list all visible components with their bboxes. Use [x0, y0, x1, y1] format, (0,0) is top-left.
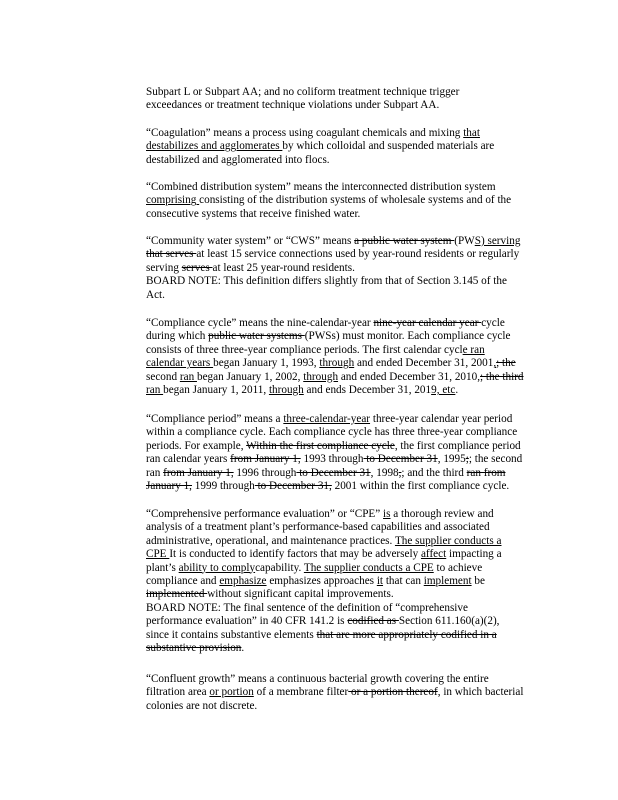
- text-segment: and ended December 31, 2001: [354, 357, 494, 370]
- text-segment: Section 611.160(a)(2),: [398, 615, 500, 628]
- text-line: [146, 140, 558, 153]
- definition-paragraph-confluent-growth: [146, 673, 558, 713]
- text-line: [146, 275, 558, 288]
- text-line: [146, 700, 558, 713]
- text-segment: ; the second: [468, 453, 523, 466]
- text-line: [146, 248, 558, 261]
- text-segment: during which: [146, 330, 209, 343]
- text-segment: of a membrane filter: [253, 686, 349, 699]
- text-segment: “Coagulation” means a process using coagulant chemicals and mixing: [146, 127, 464, 139]
- inserted-text: implement: [423, 574, 472, 587]
- inserted-text: emphasize: [219, 574, 267, 587]
- text-line: [146, 181, 558, 194]
- text-segment: ran calendar years: [146, 453, 231, 466]
- text-line: [146, 588, 558, 601]
- text-line: [146, 686, 558, 699]
- text-segment: that can: [383, 574, 424, 587]
- text-segment: began January 1, 1993,: [213, 357, 320, 370]
- text-segment: analysis of a treatment plant’s performance-based capabilities and associated: [146, 521, 490, 534]
- text-line: [146, 642, 558, 655]
- text-segment: began January 1, 2011,: [163, 383, 269, 396]
- inserted-text: three-calendar-year: [283, 413, 371, 425]
- text-segment: periods. For example,: [146, 439, 247, 452]
- text-segment: destabilized and agglomerated into flocs.: [146, 153, 330, 166]
- text-segment: .: [455, 383, 459, 396]
- deleted-text: public water systems: [208, 330, 305, 343]
- text-segment: second: [146, 370, 180, 383]
- text-segment: emphasizes approaches: [266, 574, 377, 587]
- text-segment: consecutive systems that receive finished water.: [146, 207, 361, 220]
- text-line: [146, 602, 558, 615]
- text-segment: and ended December 31, 2010: [338, 370, 478, 383]
- text-line: [146, 413, 558, 426]
- text-segment: impacting a: [446, 548, 502, 561]
- text-segment: , in which bacterial: [437, 686, 524, 699]
- definition-paragraph-compliance-cycle: [146, 317, 558, 397]
- deleted-text: that serves: [146, 248, 197, 261]
- deleted-text: January 1,: [146, 479, 192, 492]
- inserted-text: e ran: [462, 343, 485, 356]
- text-segment: filtration area: [146, 686, 210, 699]
- deleted-text: from January 1,: [230, 453, 301, 466]
- text-segment: 1996 through: [233, 466, 297, 479]
- deleted-text: ; the: [496, 357, 516, 370]
- inserted-text: destabilizes and agglomerates: [146, 140, 283, 153]
- deleted-text: ;: [465, 453, 469, 466]
- text-line: [146, 480, 558, 493]
- definition-paragraph-compliance-period: [146, 413, 558, 493]
- inserted-text: ability to comply: [178, 561, 256, 574]
- text-line: [146, 615, 558, 628]
- text-segment: “Combined distribution system” means the interconnected distribution system: [146, 181, 496, 193]
- deleted-text: to December 31: [296, 466, 371, 479]
- text-line: [146, 548, 558, 561]
- text-segment: Subpart L or Subpart AA; and no coliform treatment technique trigger: [146, 86, 460, 98]
- text-segment: 1993 through: [300, 453, 364, 466]
- text-line: [146, 357, 558, 370]
- text-segment: (PWSs) must monitor. Each compliance cycle: [304, 330, 511, 343]
- text-line: [146, 317, 558, 330]
- text-segment: consists of three three-year compliance periods. The first calendar cycl: [146, 343, 463, 356]
- text-line: [146, 575, 558, 588]
- text-segment: , the first compliance period: [394, 439, 521, 452]
- deleted-text: from January 1,: [163, 466, 234, 479]
- inserted-text: CPE: [146, 548, 170, 561]
- text-segment: BOARD NOTE: The final sentence of the definition of “comprehensive: [146, 601, 468, 614]
- text-line: [146, 508, 558, 521]
- deleted-text: codified as: [347, 615, 399, 628]
- text-segment: three-year calendar year period: [370, 413, 513, 425]
- inserted-text: 9, etc: [431, 383, 456, 396]
- text-segment: “Compliance period” means a: [146, 413, 284, 425]
- text-segment: be: [471, 574, 485, 587]
- text-segment: to achieve: [433, 561, 483, 574]
- inserted-text: S) serving: [474, 235, 521, 247]
- deleted-text: a public water system: [354, 235, 455, 247]
- inserted-text: ,: [477, 370, 481, 383]
- inserted-text: The supplier conducts a CPE: [303, 561, 434, 574]
- deleted-text: implemented: [146, 588, 208, 601]
- definition-paragraph-subpart-continuation: [146, 86, 558, 113]
- definition-paragraph-combined-distribution-system: [146, 181, 558, 221]
- text-line: [146, 673, 558, 686]
- deleted-text: substantive provision: [146, 641, 242, 654]
- inserted-text: calendar years: [146, 357, 214, 370]
- text-line: [146, 426, 558, 439]
- text-segment: 1999 through: [191, 479, 255, 492]
- text-segment: BOARD NOTE: This definition differs slightly from that of Section 3.145 of the: [146, 275, 507, 288]
- text-line: [146, 99, 558, 112]
- deleted-text: that are more appropriately codified in a: [316, 628, 497, 641]
- text-line: [146, 629, 558, 642]
- inserted-text: through: [303, 370, 339, 383]
- text-segment: plant’s: [146, 561, 179, 574]
- text-segment: since it contains substantive elements: [146, 628, 317, 641]
- deleted-text: ; the third: [480, 370, 524, 383]
- text-line: [146, 467, 558, 480]
- definition-paragraph-comprehensive-performance-evaluation: [146, 508, 558, 655]
- text-segment: within a compliance cycle. Each compliance cycle has three three-year compliance: [146, 426, 518, 439]
- text-line: [146, 384, 558, 397]
- text-segment: at least 25 year-round residents.: [212, 261, 355, 274]
- text-line: [146, 371, 558, 384]
- text-segment: It is conducted to identify factors that may be adversely: [169, 548, 421, 561]
- text-line: [146, 521, 558, 534]
- text-line: [146, 194, 558, 207]
- text-line: [146, 208, 558, 221]
- text-line: [146, 535, 558, 548]
- inserted-text: through: [268, 383, 304, 396]
- deleted-text: or a portion thereof: [348, 686, 438, 699]
- text-segment: consisting of the distribution systems of wholesale systems and of the: [199, 194, 512, 207]
- text-segment: and ends December 31, 201: [303, 383, 432, 396]
- inserted-text: ran: [179, 370, 197, 383]
- deleted-text: nine-year calendar year: [373, 317, 482, 329]
- inserted-text: is: [383, 508, 391, 520]
- text-segment: capability.: [255, 561, 304, 574]
- deleted-text: serves: [181, 261, 213, 274]
- text-line: [146, 86, 558, 99]
- deleted-text: to December 31: [363, 453, 438, 466]
- text-segment: (PW: [454, 235, 475, 247]
- text-segment: compliance and: [146, 574, 220, 587]
- inserted-text: or portion: [209, 686, 254, 699]
- text-segment: .: [241, 641, 245, 654]
- deleted-text: to December 31,: [254, 479, 332, 492]
- text-segment: at least 15 service connections used by year-round residents or regularly: [196, 248, 520, 261]
- definition-paragraph-community-water-system: [146, 235, 558, 302]
- text-line: [146, 440, 558, 453]
- text-segment: by which colloidal and suspended materials are: [282, 140, 495, 153]
- deleted-text: ,: [398, 466, 402, 479]
- inserted-text: affect: [420, 548, 447, 561]
- deleted-text: Within the first compliance cycle: [246, 439, 395, 452]
- text-segment: serving: [146, 261, 182, 274]
- text-line: [146, 344, 558, 357]
- inserted-text: ,: [493, 357, 497, 370]
- inserted-text: it: [376, 574, 384, 587]
- text-segment: began January 1, 2002,: [196, 370, 304, 383]
- text-line: [146, 562, 558, 575]
- text-line: [146, 453, 558, 466]
- text-segment: performance evaluation” in 40 CFR 141.2 is: [146, 615, 348, 628]
- text-segment: “Community water system” or “CWS” means: [146, 235, 355, 247]
- text-segment: , 1998: [370, 466, 399, 479]
- text-segment: exceedances or treatment technique violations under Subpart AA.: [146, 99, 440, 112]
- text-segment: “Compliance cycle” means the nine-calendar-year: [146, 317, 374, 329]
- text-line: [146, 330, 558, 343]
- text-segment: a thorough review and: [390, 508, 494, 520]
- text-segment: Act.: [146, 288, 165, 301]
- inserted-text: through: [319, 357, 355, 370]
- text-segment: “Confluent growth” means a continuous bacterial growth covering the entire: [146, 673, 489, 685]
- text-segment: , 1995: [437, 453, 466, 466]
- text-segment: administrative, operational, and maintenance practices.: [146, 534, 395, 547]
- text-line: [146, 154, 558, 167]
- inserted-text: ran: [146, 383, 164, 396]
- text-segment: “Comprehensive performance evaluation” or “CPE”: [146, 508, 384, 520]
- definition-paragraph-coagulation: [146, 127, 558, 167]
- text-segment: colonies are not discrete.: [146, 699, 258, 712]
- inserted-text: The supplier conducts a: [394, 534, 502, 547]
- deleted-text: ran from: [466, 466, 506, 479]
- text-segment: cycle: [481, 317, 505, 329]
- inserted-text: that: [463, 127, 480, 139]
- text-line: [146, 262, 558, 275]
- inserted-text: comprising: [146, 194, 200, 207]
- text-line: [146, 127, 558, 140]
- text-line: [146, 289, 558, 302]
- text-segment: without significant capital improvements.: [207, 588, 394, 601]
- text-segment: 2001 within the first compliance cycle.: [331, 479, 510, 492]
- text-segment: ran: [146, 466, 164, 479]
- text-line: [146, 235, 558, 248]
- text-segment: ; and the third: [401, 466, 467, 479]
